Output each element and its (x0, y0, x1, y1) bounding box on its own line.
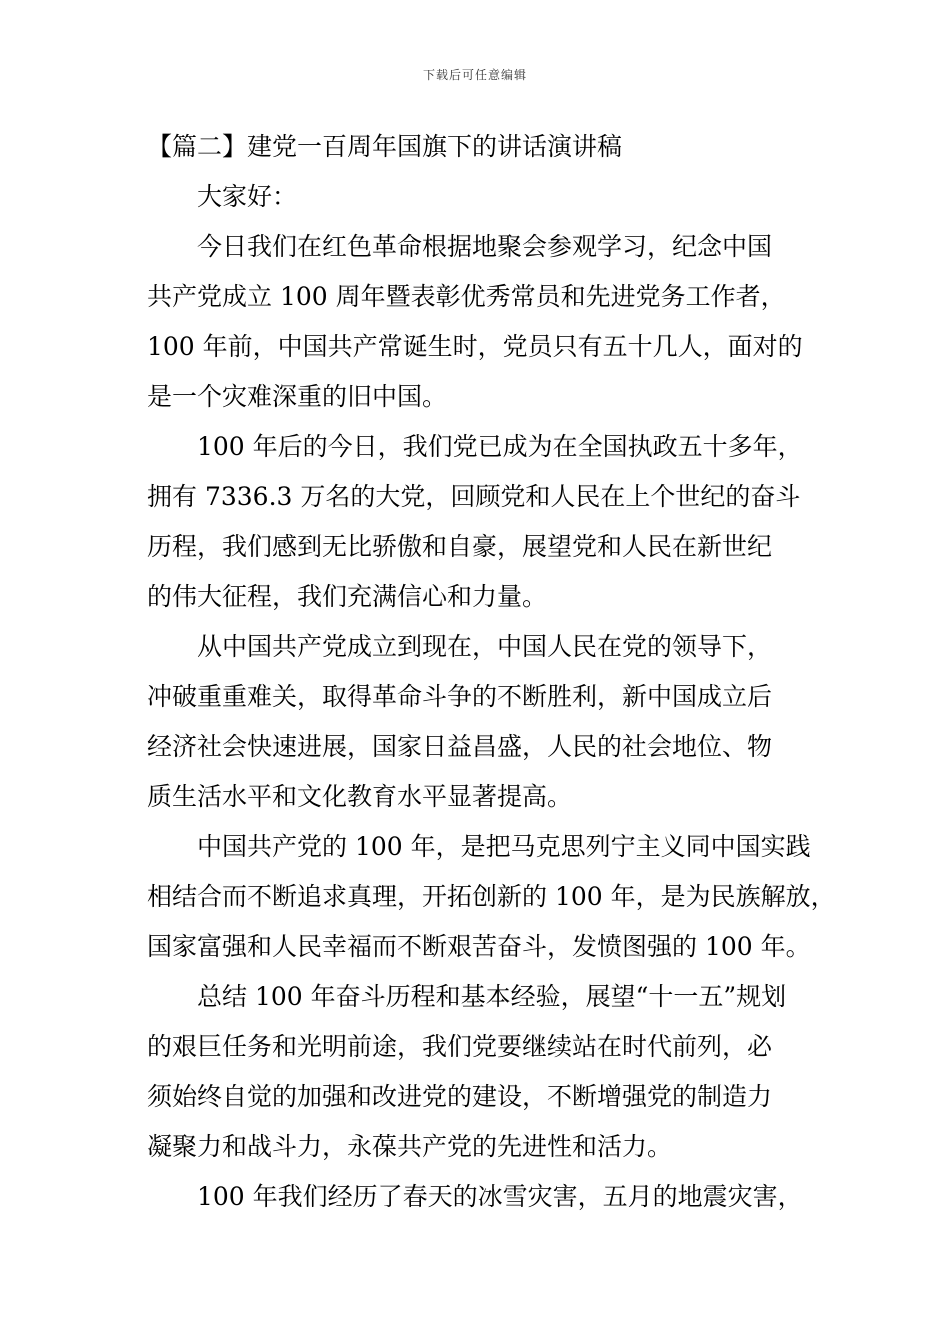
greeting (147, 172, 827, 222)
paragraph-4 (147, 822, 836, 972)
paragraph-line: 须始终自觉的加强和改进党的建设，不断增强党的制造力 (147, 1082, 773, 1111)
paragraph-line: 100 年我们经历了春天的冰雪灾害，五月的地震灾害， (197, 1182, 803, 1211)
paragraph-line: 是一个灾难深重的旧中国。 (147, 382, 448, 411)
paragraph-3 (147, 622, 827, 822)
greeting-line: 大家好： (197, 182, 298, 211)
document-title: 【篇二】建党一百周年国旗下的讲话演讲稿 (147, 132, 623, 161)
paragraph-line: 共产党成立 100 周年暨表彰优秀常员和先进党务工作者， (147, 282, 786, 311)
paragraph-6 (147, 1172, 827, 1222)
paragraph-line: 中国共产党的 100 年，是把马克思列宁主义同中国实践 (197, 832, 811, 861)
paragraph-line: 的伟大征程，我们充满信心和力量。 (147, 582, 548, 611)
paragraph-line: 总结 100 年奋斗历程和基本经验，展望“十一五”规划 (197, 982, 787, 1011)
paragraph-line: 拥有 7336.3 万名的大党，回顾党和人民在上个世纪的奋斗 (147, 482, 801, 511)
paragraph-line: 历程，我们感到无比骄傲和自豪，展望党和人民在新世纪 (147, 532, 773, 561)
paragraph-line: 从中国共产党成立到现在，中国人民在党的领导下， (197, 632, 773, 661)
paragraph-5 (147, 972, 827, 1172)
paragraph-line: 质生活水平和文化教育水平显著提高。 (147, 782, 573, 811)
paragraph-line: 100 年后的今日，我们党已成为在全国执政五十多年， (197, 432, 803, 461)
paragraph-line: 相结合而不断追求真理，开拓创新的 100 年，是为民族解放， (147, 882, 836, 911)
header-note: 下载后可任意编辑 (422, 68, 527, 82)
paragraph-2 (147, 422, 827, 622)
paragraph-line: 经济社会快速进展，国家日益昌盛，人民的社会地位、物 (147, 732, 773, 761)
paragraph-line: 今日我们在红色革命根据地聚会参观学习，纪念中国 (197, 232, 773, 261)
paragraph-line: 的艰巨任务和光明前途，我们党要继续站在时代前列，必 (147, 1032, 773, 1061)
paragraph-line: 100 年前，中国共产常诞生时，党员只有五十几人，面对的 (147, 332, 803, 361)
paragraph-line: 国家富强和人民幸福而不断艰苦奋斗，发愤图强的 100 年。 (147, 932, 811, 961)
document-body (147, 122, 836, 1222)
paragraph-line: 冲破重重难关，取得革命斗争的不断胜利，新中国成立后 (147, 682, 773, 711)
paragraph-line: 凝聚力和战斗力，永葆共产党的先进性和活力。 (147, 1132, 673, 1161)
paragraph-1 (147, 222, 827, 422)
